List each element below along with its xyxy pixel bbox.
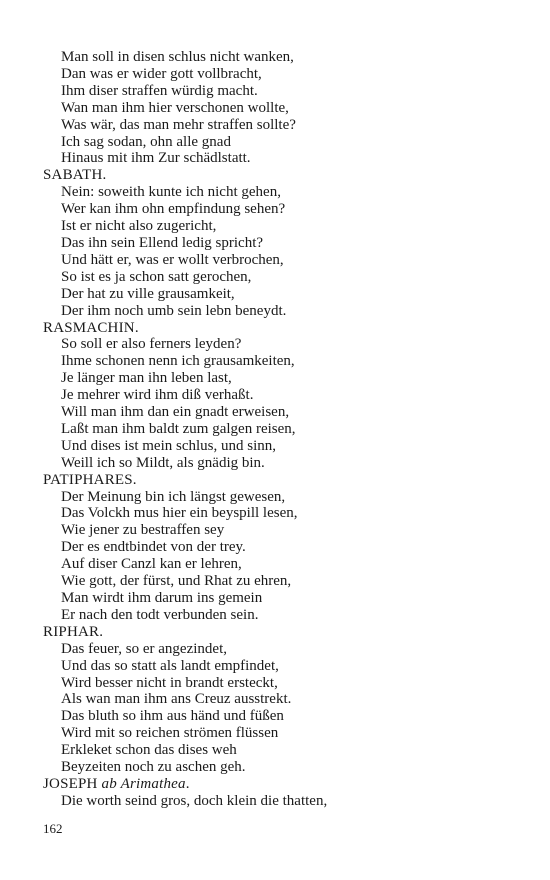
verse-line: So soll er also ferners leyden? [61, 336, 242, 353]
verse-line: Beyzeiten noch zu aschen geh. [61, 759, 246, 776]
verse-line: Ihm diser straffen würdig macht. [61, 82, 258, 99]
verse-line: Ich sag sodan, ohn alle gnad [61, 133, 231, 150]
verse-line: Wan man ihm hier verschonen wollte, [61, 99, 289, 116]
speaker-name-rasmachin: RASMACHIN. [43, 319, 139, 336]
drama-text [43, 49, 523, 810]
verse-line: Das bluth so ihm aus händ und füßen [61, 708, 284, 725]
verse-line: Das Volckh mus hier ein beyspill lesen, [61, 505, 298, 522]
verse-line: Und hätt er, was er wollt verbrochen, [61, 251, 284, 268]
verse-line: Der hat zu ville grausamkeit, [61, 285, 235, 302]
verse-line: Der es endtbindet von der trey. [61, 539, 246, 556]
verse-line: Hinaus mit ihm Zur schädlstatt. [61, 150, 251, 167]
verse-line: Nein: soweith kunte ich nicht gehen, [61, 184, 281, 201]
verse-line: Und dises ist mein schlus, und sinn, [61, 437, 277, 454]
verse-line: Man wirdt ihm darum ins gemein [61, 590, 263, 606]
verse-line: Und das so statt als landt empfindet, [61, 657, 279, 674]
verse-line: Das feuer, so er angezindet, [61, 640, 227, 657]
speaker-name-patiphares: PATIPHARES. [43, 471, 137, 488]
verse-line: Ist er nicht also zugericht, [61, 218, 217, 235]
verse-line: Will man ihm dan ein gnadt erweisen, [61, 404, 290, 421]
verse-line: Er nach den todt verbunden sein. [61, 606, 259, 623]
verse-line: Wie gott, der fürst, und Rhat zu ehren, [61, 573, 292, 590]
verse-line: Wie jener zu bestraffen sey [61, 522, 225, 539]
verse-line: Als wan man ihm ans Creuz ausstrekt. [61, 691, 292, 708]
speaker-name-joseph-period: . [185, 775, 190, 792]
verse-line: Wird besser nicht in brandt ersteckt, [61, 674, 278, 691]
speaker-name-joseph-epithet: ab Arimathea [101, 775, 186, 792]
page-number: 162 [43, 821, 63, 836]
verse-line: Dan was er wider gott vollbracht, [61, 65, 262, 82]
speaker-name-sabath: SABATH. [43, 167, 107, 184]
verse-line: Laßt man ihm baldt zum galgen reisen, [61, 420, 296, 437]
verse-line: Das ihn sein Ellend ledig spricht? [61, 234, 264, 251]
speaker-name-joseph [43, 776, 523, 793]
speaker-name-joseph-main: JOSEPH [43, 775, 98, 792]
verse-line: Der Meinung bin ich längst gewesen, [61, 488, 286, 505]
verse-line: Ihme schonen nenn ich grausamkeiten, [61, 353, 295, 370]
verse-line: Weill ich so Mildt, als gnädig bin. [61, 454, 265, 471]
verse-line: Erkleket schon das dises weh [61, 742, 237, 759]
verse-line: Auf diser Canzl kan er lehren, [61, 556, 242, 573]
verse-line: So ist es ja schon satt gerochen, [61, 268, 252, 285]
verse-line: Man soll in disen schlus nicht wanken, [61, 49, 294, 65]
verse-line: Je länger man ihn leben last, [61, 370, 232, 387]
verse-line: Wird mit so reichen strömen flüssen [61, 725, 279, 742]
verse-line: Je mehrer wird ihm diß verhaßt. [61, 387, 254, 404]
verse-line: Was wär, das man mehr straffen sollte? [61, 116, 296, 133]
speaker-name-riphar: RIPHAR. [43, 623, 104, 640]
verse-line: Wer kan ihm ohn empfindung sehen? [61, 201, 286, 218]
verse-line: Die worth seind gros, doch klein die thatten, [61, 792, 328, 809]
verse-line: Der ihm noch umb sein lebn beneydt. [61, 302, 287, 319]
